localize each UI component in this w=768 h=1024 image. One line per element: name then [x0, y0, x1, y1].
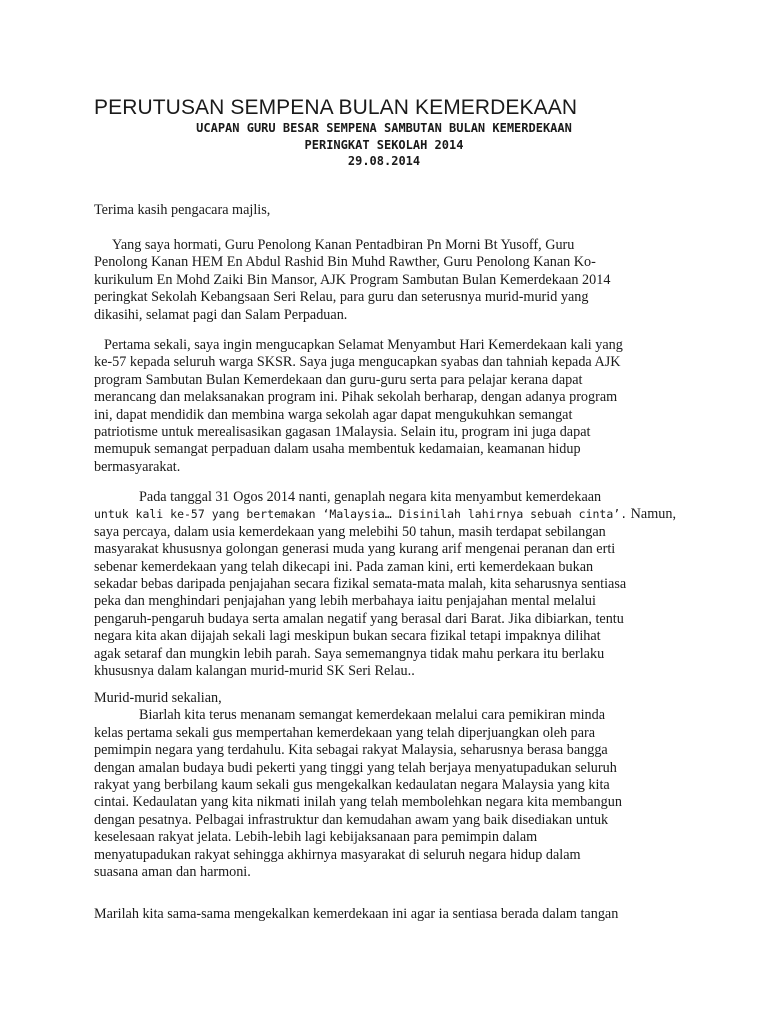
paragraph-line: memupuk semangat perpaduan dalam usaha membentuk kedamaian, keamanan hidup — [94, 441, 581, 458]
paragraph-line: rakyat yang berbilang kaum sekali gus mengekalkan kedaulatan negara Malaysia yang kita — [94, 776, 610, 793]
paragraph-line: kurikulum En Mohd Zaiki Bin Mansor, AJK Program Sambutan Bulan Kemerdekaan 2014 — [94, 271, 611, 288]
paragraph-line: peringkat Sekolah Kebangsaan Seri Relau, para guru dan seterusnya murid-murid yang — [94, 289, 589, 306]
paragraph-line: program Sambutan Bulan Kemerdekaan dan guru-guru serta para pelajar kerana dapat — [94, 371, 583, 388]
paragraph-line: peka dan menghindari penjajahan yang lebih merbahaya iaitu penjajahan mental melalui — [94, 593, 596, 610]
subheading-date: 29.08.2014 — [347, 154, 421, 168]
paragraph-line: dikasihi, selamat pagi dan Salam Perpaduan. — [94, 306, 348, 323]
paragraph-line: ini, dapat mendidik dan membina warga sekolah agar dapat mengukuhkan semangat — [94, 406, 573, 423]
paragraph-line: menyatupadukan rakyat sehingga akhirnya masyarakat di seluruh negara hidup dalam — [94, 846, 581, 863]
greeting-line: Terima kasih pengacara majlis, — [94, 202, 271, 218]
paragraph-line-mixed — [94, 506, 684, 523]
paragraph-fragment: Namun, — [627, 506, 676, 523]
paragraph-line: ke-57 kepada seluruh warga SKSR. Saya juga mengucapkan syabas dan tahniah kepada AJK — [94, 354, 621, 371]
paragraph-line: negara kita akan dijajah sekali lagi meskipun bukan secara fizikal tetapi impaknya dilihat — [94, 628, 601, 645]
paragraph-closing — [94, 906, 684, 923]
paragraph-line: dengan amalan budaya budi pekerti yang tinggi yang telah berjaya menyatupadukan seluruh — [94, 759, 617, 776]
paragraph-line: saya percaya, dalam usia kemerdekaan yang melebihi 50 tahun, masih terdapat sebilangan — [94, 523, 606, 540]
paragraph-line: dengan pesatnya. Pelbagai infrastruktur dan kemudahan awam yang baik disediakan untuk — [94, 811, 609, 828]
paragraph-greetings — [94, 337, 684, 476]
paragraph-line: sekadar bebas daripada penjajahan secara fizikal semata-mata malah, kita seharusnya sentiasa — [94, 575, 627, 592]
paragraph-students — [94, 690, 684, 881]
paragraph-line: agak setaraf dan mungkin lebih parah. Saya sememangnya tidak mahu perkara itu berlaku — [94, 645, 605, 662]
theme-quote: untuk kali ke-57 yang bertemakan ‘Malaysia… Disinilah lahirnya sebuah cinta’. — [94, 507, 628, 522]
paragraph-line: keselesaan rakyat jelata. Lebih-lebih lagi kebijaksanaan para pemimpin dalam — [94, 829, 538, 846]
paragraph-line: sebenar kemerdekaan yang telah dikecapi ini. Pada zaman kini, erti kemerdekaan bukan — [94, 558, 594, 575]
paragraph-line: Biarlah kita terus menanam semangat kemerdekaan melalui cara pemikiran minda — [139, 707, 606, 724]
paragraph-line: khususnya dalam kalangan murid-murid SK Seri Relau.. — [94, 662, 415, 679]
paragraph-line: Pertama sekali, saya ingin mengucapkan Selamat Menyambut Hari Kemerdekaan kali yang — [104, 337, 623, 353]
document-title: PERUTUSAN SEMPENA BULAN KEMERDEKAAN — [94, 96, 578, 119]
subheading-level: PERINGKAT SEKOLAH 2014 — [304, 138, 464, 152]
paragraph-line: merancang dan melaksanakan program ini. Pihak sekolah berharap, dengan adanya program — [94, 389, 618, 406]
paragraph-line: bermasyarakat. — [94, 458, 181, 475]
paragraph-salutation — [94, 237, 684, 324]
paragraph-line: Marilah kita sama-sama mengekalkan kemerdekaan ini agar ia sentiasa berada dalam tangan — [94, 906, 619, 922]
paragraph-line: Yang saya hormati, Guru Penolong Kanan Pentadbiran Pn Morni Bt Yusoff, Guru — [112, 237, 575, 253]
paragraph-line: suasana aman dan harmoni. — [94, 863, 251, 880]
paragraph-line: cintai. Kedaulatan yang kita nikmati inilah yang telah membolehkan negara kita membangun — [94, 794, 622, 811]
paragraph-line: pemimpin negara yang terdahulu. Kita sebagai rakyat Malaysia, seharusnya berasa bangga — [94, 742, 608, 759]
greeting — [94, 202, 684, 219]
paragraph-independence-day — [94, 489, 684, 680]
subheading-speech: UCAPAN GURU BESAR SEMPENA SAMBUTAN BULAN KEMERDEKAAN — [196, 121, 572, 135]
paragraph-line: patriotisme untuk merealisasikan gagasan 1Malaysia. Selain itu, program ini juga dapat — [94, 423, 591, 440]
paragraph-line: pengaruh-pengaruh budaya serta amalan negatif yang berasal dari Barat. Jika dibiarkan, tentu — [94, 610, 624, 627]
paragraph-line: kelas pertama sekali gus mempertahan kemerdekaan yang telah diperjuangkan oleh para — [94, 724, 596, 741]
address-line: Murid-murid sekalian, — [94, 690, 222, 706]
paragraph-line: Penolong Kanan HEM En Abdul Rashid Bin Muhd Rawther, Guru Penolong Kanan Ko- — [94, 254, 596, 271]
paragraph-line: masyarakat khususnya golongan generasi muda yang kurang arif mengenai peranan dan erti — [94, 541, 616, 558]
paragraph-line: Pada tanggal 31 Ogos 2014 nanti, genaplah negara kita menyambut kemerdekaan — [139, 489, 602, 505]
